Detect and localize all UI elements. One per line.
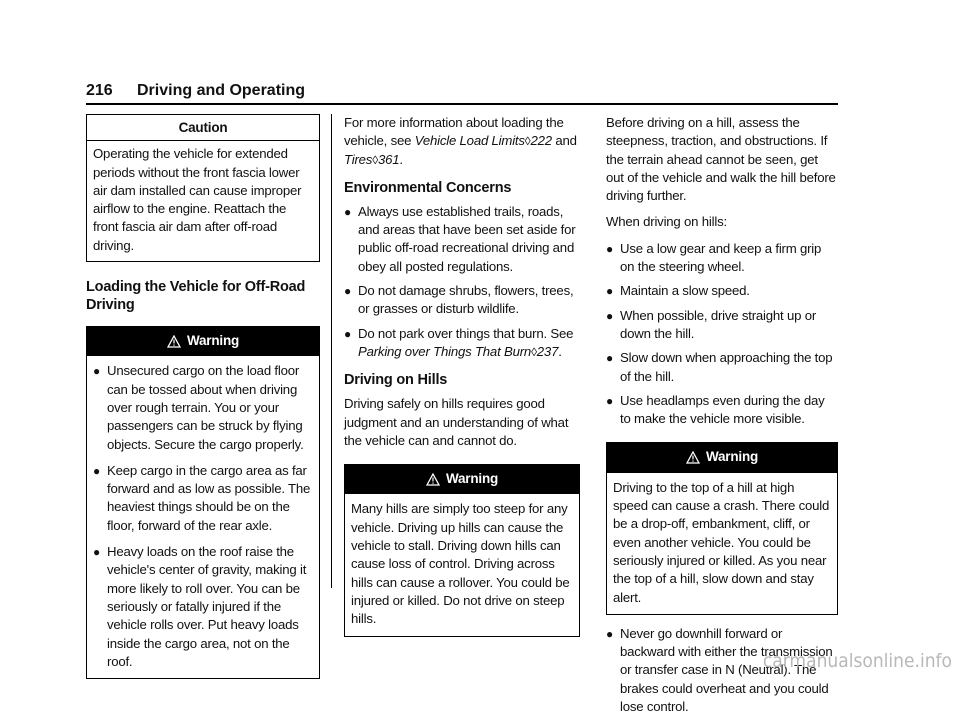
warning-title: Warning [445, 471, 499, 487]
header-rule [86, 103, 838, 105]
watermark: carmanualsonline.info [762, 650, 952, 672]
caution-box [86, 114, 320, 262]
bullet-icon: ● [606, 308, 614, 323]
warning-header [87, 327, 319, 356]
list-item [606, 240, 838, 277]
list-item [606, 349, 838, 386]
list-item [344, 203, 580, 276]
list-item [93, 362, 313, 453]
ref-page-222[interactable]: 222 [530, 133, 552, 149]
list-item [606, 282, 838, 300]
warning-body [87, 356, 319, 678]
caution-title: Caution [178, 120, 228, 135]
warning-text: Driving to the top of a hill at high speed can cause a crash. There could be a drop-off, embankment, cliff, or even another vehicle. You could be seriously injured or killed. As you near the top of a hill, slow down and stay alert. [613, 479, 830, 605]
link-tires[interactable]: Tires [344, 151, 373, 167]
warning-list [93, 362, 313, 671]
warning-title: Warning [705, 449, 759, 465]
reference-icon: ◊ [372, 152, 378, 167]
reference-icon: ◊ [531, 344, 537, 359]
bullet-icon: ● [606, 284, 614, 299]
list-item-text: Do not park over things that burn. See [358, 325, 574, 341]
loading-reference-paragraph [344, 114, 580, 169]
hills-paragraph: Driving safely on hills requires good judgment and an understanding of what the vehicle can and cannot do. [344, 396, 569, 448]
warning-box-hill-top [606, 442, 838, 614]
column-1 [86, 114, 320, 689]
heading-loading: Loading the Vehicle for Off-Road Driving [86, 279, 306, 314]
warning-header [345, 465, 579, 494]
list-item-text: Use a low gear and keep a firm grip on the steering wheel. [620, 240, 822, 275]
link-parking-over-things[interactable]: Parking over Things That Burn [358, 343, 532, 359]
warning-triangle-icon [426, 473, 440, 486]
list-item-text: Do not damage shrubs, flowers, trees, or grasses or disturb wildlife. [358, 283, 574, 317]
list-item [93, 462, 313, 535]
ref-page-361[interactable]: 361 [377, 151, 400, 167]
column-divider [331, 114, 332, 588]
bullet-icon: ● [344, 204, 352, 219]
column-2 [344, 114, 580, 647]
assess-paragraph: Before driving on a hill, assess the steepness, traction, and obstructions. If the terrain ahead cannot be seen, get out of the vehicle and walk the hill before driving further. [606, 115, 836, 204]
list-item-text: Maintain a slow speed. [620, 283, 750, 299]
text-span: . [399, 151, 403, 167]
list-item [93, 543, 313, 671]
warning-box-loading [86, 326, 320, 679]
environmental-list [344, 203, 580, 361]
list-item-text: Use headlamps even during the day to make the vehicle more visible. [620, 392, 825, 427]
list-item [606, 307, 838, 344]
bullet-icon: ● [606, 393, 614, 408]
list-item-text: Keep cargo in the cargo area as far forward and as low as possible. The heaviest things should be on the floor, forward of the rear axle. [107, 462, 311, 533]
heading-hills: Driving on Hills [344, 372, 448, 389]
list-item [606, 392, 838, 429]
list-item-text: Always use established trails, roads, and areas that have been set aside for public off-road recreational driving and obey all posted regulations. [358, 203, 576, 274]
warning-triangle-icon [167, 335, 181, 348]
text-span: For more information about loading the vehicle, see [344, 115, 564, 149]
bullet-icon: ● [93, 463, 101, 478]
bullet-icon: ● [93, 545, 101, 560]
bullet-icon: ● [93, 364, 101, 379]
list-item [344, 282, 580, 319]
bullet-icon: ● [344, 284, 352, 299]
bullet-icon: ● [606, 626, 614, 641]
warning-header [607, 443, 837, 472]
warning-triangle-icon [686, 451, 700, 464]
link-vehicle-load-limits[interactable]: Vehicle Load Limits [414, 133, 525, 149]
heading-environmental: Environmental Concerns [344, 179, 512, 196]
list-item [344, 325, 580, 362]
section-title: Driving and Operating [137, 82, 306, 99]
list-item-text: Slow down when approaching the top of the hill. [620, 350, 833, 384]
warning-title: Warning [186, 333, 240, 349]
bullet-icon: ● [344, 326, 352, 341]
page-header [86, 82, 838, 106]
list-item-text: When possible, drive straight up or down the hill. [620, 307, 817, 341]
text-span: and [551, 133, 577, 149]
page-number: 216 [86, 82, 113, 99]
reference-icon: ◊ [524, 134, 531, 149]
warning-box-hills [344, 464, 580, 636]
ref-page-237[interactable]: 237 [536, 343, 559, 359]
column-3 [606, 114, 838, 722]
when-driving-paragraph: When driving on hills: [606, 214, 727, 230]
bullet-icon: ● [606, 351, 614, 366]
bullet-icon: ● [606, 241, 614, 256]
caution-text: Operating the vehicle for extended periods without the front fascia lower air dam installed can cause improper airflow to the engine. Reattach the front fascia air dam after off-road driving. [93, 146, 302, 253]
text-span: . [558, 343, 562, 359]
list-item-text: Unsecured cargo on the load floor can be tossed about when driving over rough terrain. You or your passengers can be struck by flying objects. Secure the cargo properly. [107, 363, 304, 452]
list-item-text: Heavy loads on the roof raise the vehicle's center of gravity, making it more likely to roll over. You can be seriously or fatally injured if the vehicle rolls over. Put heavy loads inside the cargo area, not on the roof. [107, 544, 307, 669]
warning-text: Many hills are simply too steep for any vehicle. Driving up hills can cause the vehicle to stall. Driving down hills can cause loss of control. Driving across hills can cause a rollover. You could be injured or killed. Do not drive on steep hills. [351, 501, 570, 627]
list-item-text: Never go downhill forward or backward with either the transmission or transfer case in N (Neutral). The brakes could overheat and you could lose control. [620, 625, 833, 715]
hills-tips-list [606, 240, 838, 429]
